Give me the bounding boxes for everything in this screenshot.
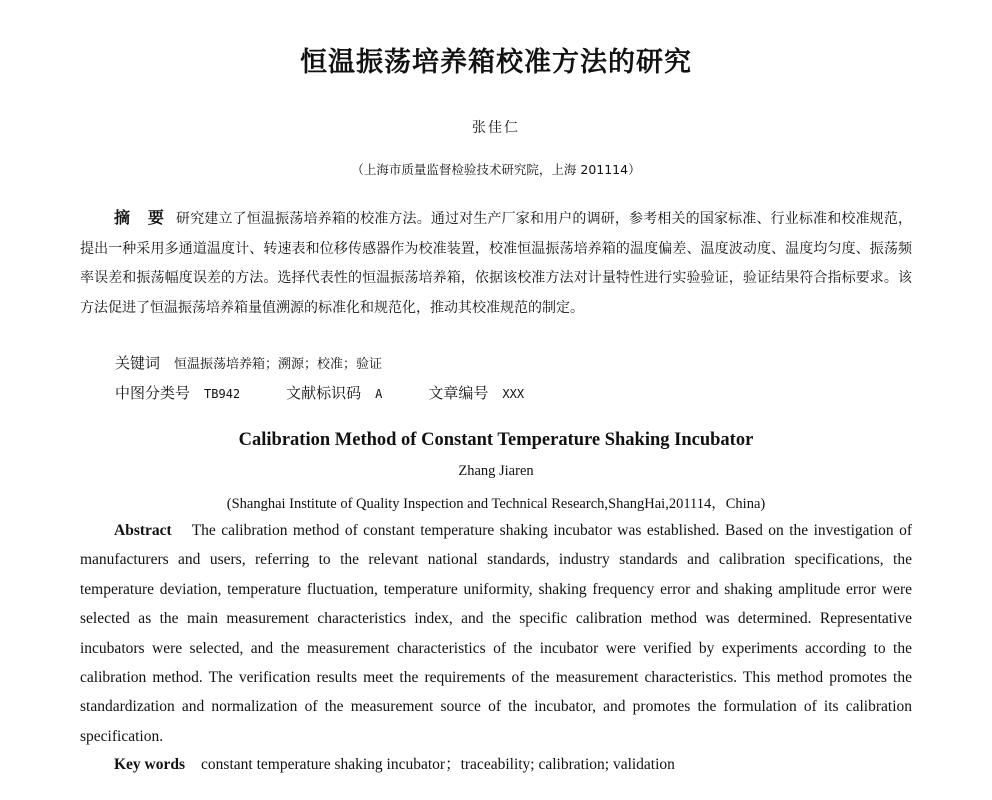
clc-value: TB942 <box>204 387 241 401</box>
classification-row <box>115 382 524 403</box>
keywords-label-cn: 关键词 <box>115 354 161 372</box>
doc-code-value: A <box>375 387 383 401</box>
keywords-label-en: Key words <box>114 756 186 773</box>
clc-item <box>115 382 240 403</box>
keywords-en <box>114 752 675 774</box>
doc-code-item <box>286 382 382 403</box>
keywords-text-cn: 恒温振荡培养箱；溯源；校准；验证 <box>174 357 383 372</box>
keywords-cn <box>115 352 382 373</box>
author-cn: 张佳仁 <box>472 120 520 136</box>
doc-code-label: 文献标识码 <box>286 384 362 402</box>
abstract-text-en: The calibration method of constant temperature shaking incubator was established. Based on the investigation of manufacturers and users, referring to the relevant national standards, industry standards and calibration specifications, the temperature deviation, temperature fluctuation, temperature uniformity, shaking frequency error and shaking amplitude error were selected as the main measurement characteristics index, and the specific calibration method was determined. Representative incubators were selected, and the measurement characteristics of the incubator were verified by experiments according to the calibration method. The verification results meet the requirements of the measurement characteristics. This method promotes the standardization and normalization of the measurement source of the incubator, and promotes the formulation of its calibration specification. <box>80 522 912 745</box>
paper-title-en: Calibration Method of Constant Temperature Shaking Incubator <box>238 430 754 450</box>
affiliation-en: (Shanghai Institute of Quality Inspection and Technical Research,ShangHai,201114，China) <box>226 496 766 512</box>
article-no-label: 文章编号 <box>428 384 489 402</box>
affiliation-cn: （上海市质量监督检验技术研究院，上海 201114） <box>351 162 641 177</box>
abstract-text-cn: 研究建立了恒温振荡培养箱的校准方法。通过对生产厂家和用户的调研，参考相关的国家标准、行业标准和校准规范，提出一种采用多通道温度计、转速表和位移传感器作为校准装置，校准恒温振荡培养箱的温度偏差、温度波动度、温度均匀度、振荡频率误差和振荡幅度误差的方法。选择代表性的恒温振荡培养箱，依据该校准方法对计量特性进行实验验证，验证结果符合指标要求。该方法促进了恒温振荡培养箱量值溯源的标准化和规范化，推动其校准规范的制定。 <box>80 211 912 316</box>
article-no-item <box>428 382 524 403</box>
keywords-text-en: constant temperature shaking incubator；traceability; calibration; validation <box>201 756 675 773</box>
clc-label: 中图分类号 <box>115 384 191 402</box>
paper-title-cn: 恒温振荡培养箱校准方法的研究 <box>300 47 692 78</box>
abstract-label-cn: 摘 要 <box>114 208 171 227</box>
abstract-label-en: Abstract <box>114 522 172 539</box>
abstract-en <box>80 516 912 751</box>
author-en: Zhang Jiaren <box>458 463 534 479</box>
abstract-cn <box>80 203 912 323</box>
article-no-value: XXX <box>502 387 525 401</box>
